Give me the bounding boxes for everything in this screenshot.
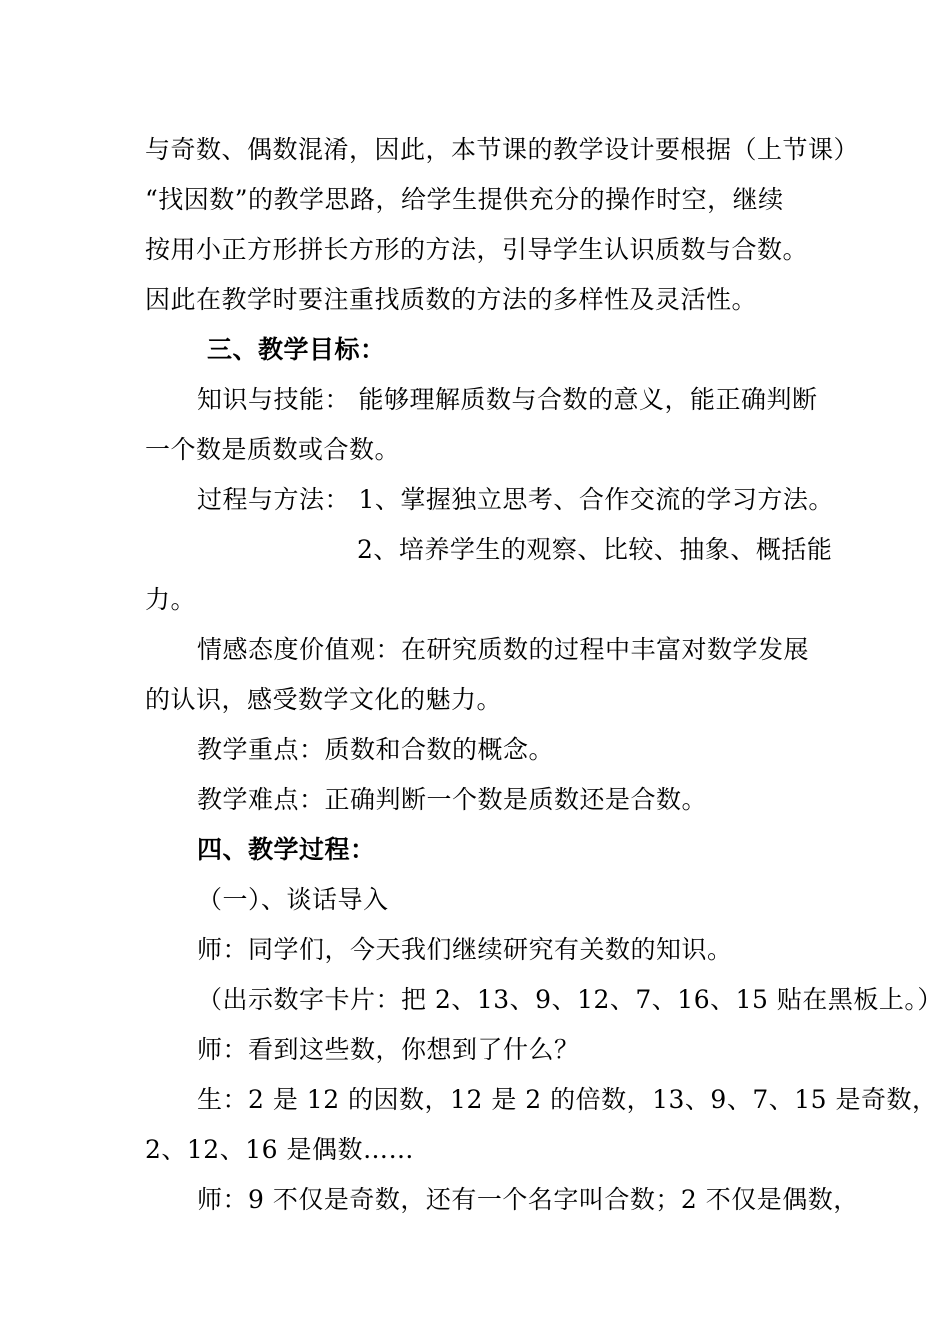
text-line-difficulty: 教学难点：正确判断一个数是质数还是合数。 xyxy=(197,785,708,814)
text-line-3: 按用小正方形拼长方形的方法，引导学生认识质数与合数。 xyxy=(145,235,809,264)
section-heading-objectives: 三、教学目标： xyxy=(207,335,386,364)
text-line-process-2-cont: 力。 xyxy=(145,585,197,614)
text-line-teacher-2: 师：看到这些数，你想到了什么？ xyxy=(197,1035,580,1064)
text-line-knowledge: 知识与技能： 能够理解质数与合数的意义，能正确判断 xyxy=(197,385,818,414)
text-line-attitude-cont: 的认识，感受数学文化的魅力。 xyxy=(145,685,503,714)
text-line-teacher-1: 师：同学们，今天我们继续研究有关数的知识。 xyxy=(197,935,733,964)
text-line-1: 与奇数、偶数混淆，因此，本节课的教学设计要根据（上节课） xyxy=(145,135,860,164)
text-line-student: 生：2 是 12 的因数，12 是 2 的倍数，13、9、7、15 是奇数， xyxy=(197,1085,938,1114)
text-line-process-2: 2、培养学生的观察、比较、抽象、概括能 xyxy=(357,535,833,564)
text-line-cards: （出示数字卡片：把 2、13、9、12、7、16、15 贴在黑板上。） xyxy=(197,985,943,1014)
section-heading-process: 四、教学过程： xyxy=(197,835,376,864)
text-line-attitude: 情感态度价值观：在研究质数的过程中丰富对数学发展 xyxy=(197,635,810,664)
text-line-process: 过程与方法： 1、掌握独立思考、合作交流的学习方法。 xyxy=(197,485,834,514)
subsection-heading-intro: （一）、谈话导入 xyxy=(197,885,389,914)
text-line-key-point: 教学重点：质数和合数的概念。 xyxy=(197,735,555,764)
text-line-4: 因此在教学时要注重找质数的方法的多样性及灵活性。 xyxy=(145,285,758,314)
text-line-teacher-3: 师：9 不仅是奇数，还有一个名字叫合数；2 不仅是偶数， xyxy=(197,1185,859,1214)
text-line-knowledge-cont: 一个数是质数或合数。 xyxy=(145,435,401,464)
text-line-2: “找因数”的教学思路，给学生提供充分的操作时空，继续 xyxy=(145,185,784,214)
text-line-student-cont: 2、12、16 是偶数…… xyxy=(145,1135,414,1164)
